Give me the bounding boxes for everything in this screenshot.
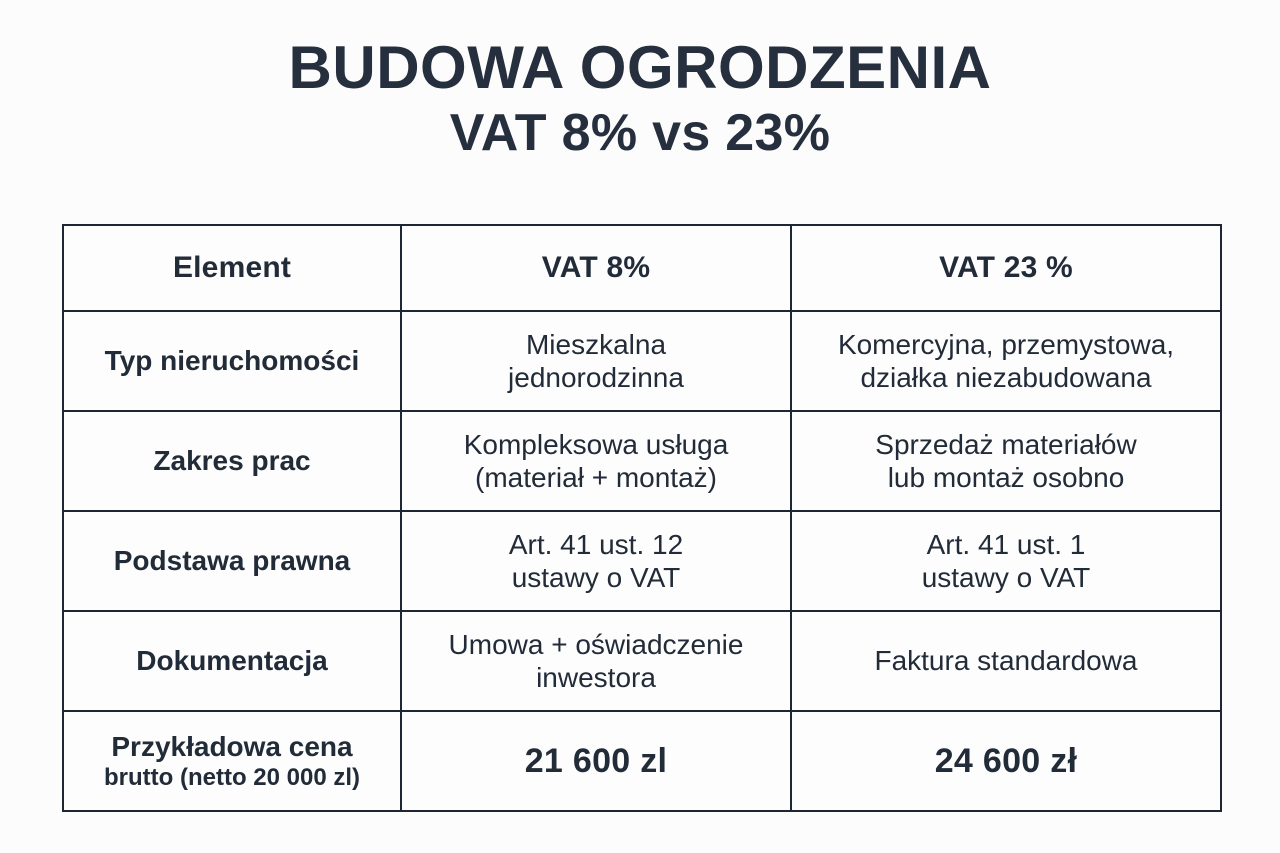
cell-vat8-price: 21 600 zl: [401, 711, 791, 811]
title-secondary: VAT 8% vs 23%: [449, 103, 831, 162]
cell-line: Sprzedaż materiałów: [875, 428, 1137, 460]
cell-line: ustawy o VAT: [921, 562, 1091, 593]
comparison-table-wrapper: [62, 224, 1220, 801]
table-row: [63, 511, 1221, 611]
cell-line: Kompleksowa usługa: [463, 428, 729, 460]
cell-vat8-dokumentacja: [401, 611, 791, 711]
cell-vat23-podstawa-prawna: [791, 511, 1221, 611]
cell-line: jednorodzinna: [508, 362, 684, 393]
row-label-dokumentacja: Dokumentacja: [63, 611, 401, 711]
cell-vat23-zakres-prac: [791, 411, 1221, 511]
cell-line: Komercyjna, przemystowa,: [837, 328, 1175, 360]
table-header-row: [63, 225, 1221, 311]
table-header: [63, 225, 1221, 311]
cell-vat8-zakres-prac: [401, 411, 791, 511]
table-row: [63, 611, 1221, 711]
vat-comparison-table: [62, 224, 1222, 812]
cell-vat23-typ-nieruchomosci: [791, 311, 1221, 411]
row-label-przykladowa-cena: [63, 711, 401, 811]
column-header-vat8: VAT 8%: [401, 225, 791, 311]
table-row: [63, 311, 1221, 411]
cell-line: Art. 41 ust. 12: [508, 528, 684, 560]
page-title: [0, 36, 1280, 162]
row-label-podstawa-prawna: Podstawa prawna: [63, 511, 401, 611]
cell-line: działka niezabudowana: [860, 362, 1152, 393]
row-label-zakres-prac: Zakres prac: [63, 411, 401, 511]
table-row: [63, 411, 1221, 511]
cell-line: Mieszkalna: [525, 328, 667, 360]
price-label-main: Przykładowa cena: [111, 730, 353, 762]
title-primary: BUDOWA OGRODZENIA: [288, 34, 992, 101]
column-header-vat23: VAT 23 %: [791, 225, 1221, 311]
price-label-sub: brutto (netto 20 000 zl): [103, 763, 361, 791]
column-header-element: Element: [63, 225, 401, 311]
cell-vat23-price: 24 600 zł: [791, 711, 1221, 811]
cell-vat8-typ-nieruchomosci: [401, 311, 791, 411]
cell-line: Umowa + oświadczenie: [448, 628, 744, 660]
cell-line: inwestora: [536, 662, 656, 693]
cell-vat8-podstawa-prawna: [401, 511, 791, 611]
table-row-price: [63, 711, 1221, 811]
cell-line: lub montaż osobno: [887, 462, 1125, 493]
cell-line: ustawy o VAT: [511, 562, 681, 593]
table-body: [63, 311, 1221, 811]
cell-line: Art. 41 ust. 1: [926, 528, 1086, 560]
cell-vat23-dokumentacja: [791, 611, 1221, 711]
row-label-typ-nieruchomosci: Typ nieruchomości: [63, 311, 401, 411]
cell-line: Faktura standardowa: [874, 645, 1138, 677]
cell-line: (materiał + montaż): [475, 462, 717, 493]
